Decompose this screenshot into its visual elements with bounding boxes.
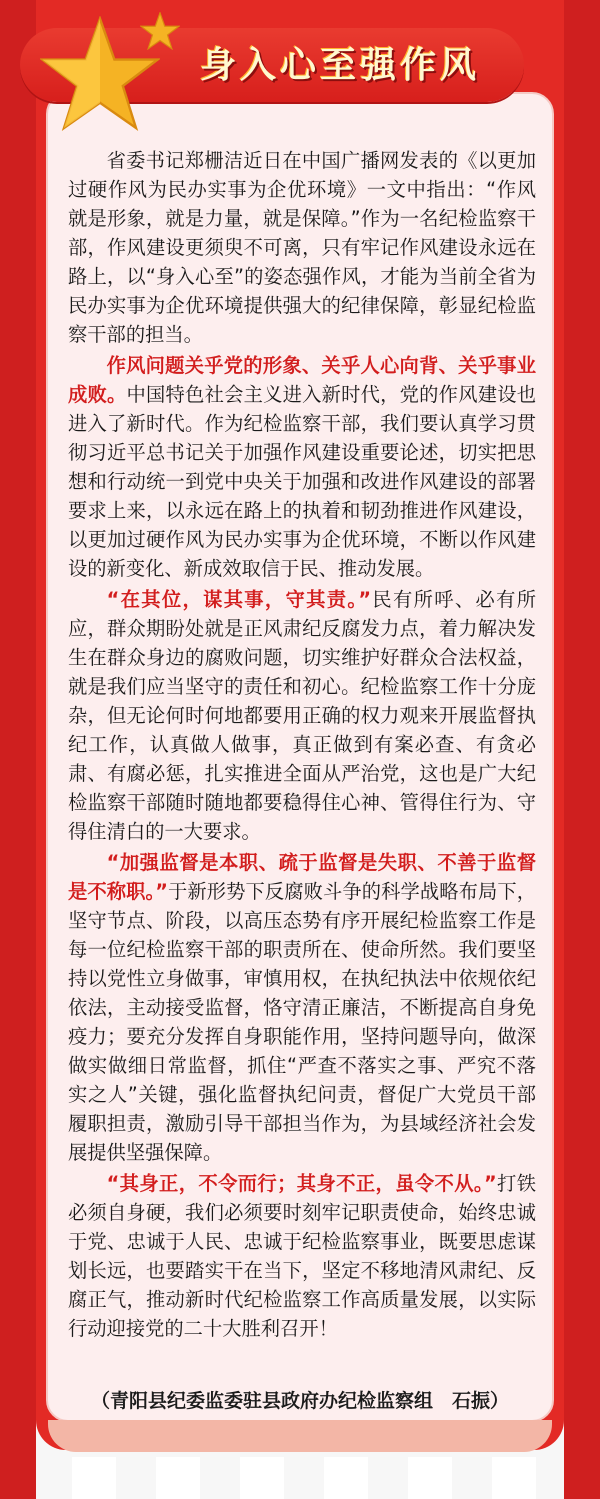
- paragraph: [68, 1169, 536, 1343]
- paragraph-highlight: 作风问题关乎党的形象、关乎人心向背、关乎事业成败。: [68, 354, 536, 406]
- paragraph: [68, 351, 536, 583]
- page-title: 身入心至强作风: [199, 44, 480, 86]
- article-body: [68, 146, 536, 1345]
- paragraph: [68, 585, 536, 846]
- bottom-stripe: [324, 1457, 368, 1499]
- paragraph-text: 省委书记郑栅洁近日在中国广播网发表的《以更加过硬作风为民办实事为企优环境》一文中指出：“作风就是形象，就是力量，就是保障。”作为一名纪检监察干部，作风建设更须臾不可离，只有牢记作风建设永远在路上，以“身入心至”的姿态强作风，才能为当前全省为民办实事为企优环境提供强大的纪律保障，彰显纪检监察干部的担当。: [68, 149, 536, 346]
- bottom-stripe: [240, 1457, 284, 1499]
- paragraph-highlight: “加强监督是本职、疏于监督是失职、不善于监督是不称职。”: [68, 851, 536, 903]
- paragraph-text: 民有所呼、必有所应，群众期盼处就是正风肃纪反腐发力点，着力解决发生在群众身边的腐败问题，切实维护好群众合法权益，就是我们应当坚守的责任和初心。纪检监察工作十分庞杂，但无论何时何地都要用正确的权力观来开展监督执纪工作，认真做人做事，真正做到有案必查、有贪必肃、有腐必惩，扎实推进全面从严治党，这也是广大纪检监察干部随时随地都要稳得住心神、管得住行为、守得住清白的一大要求。: [68, 588, 537, 843]
- left-border: [0, 0, 36, 1499]
- author-signature: （青阳县纪委监委驻县政府办纪检监察组 石振）: [90, 1390, 509, 1412]
- bottom-stripe: [72, 1457, 116, 1499]
- bottom-stripe: [492, 1457, 536, 1499]
- bottom-stripe: [156, 1457, 200, 1499]
- star-icon: [140, 12, 180, 50]
- bottom-band: [48, 1420, 552, 1452]
- paragraph-text: 中国特色社会主义进入新时代，党的作风建设也进入了新时代。作为纪检监察干部，我们要认真学习贯彻习近平总书记关于加强作风建设重要论述，切实把思想和行动统一到党中央关于加强和改进作风建设的部署要求上来，以永远在路上的执着和韧劲推进作风建设，以更加过硬作风为民办实事为企优环境，不断以作风建设的新变化、新成效取信于民、推动发展。: [68, 383, 537, 580]
- paragraph-highlight: “其身正，不令而行；其身不正，虽令不从。”: [106, 1172, 497, 1195]
- paragraph-text: 于新形势下反腐败斗争的科学战略布局下，坚守节点、阶段，以高压态势有序开展纪检监察工作是每一位纪检监察干部的职责所在、使命所然。我们要坚持以党性立身做事，审慎用权，在执纪执法中依规依纪依法，主动接受监督，恪守清正廉洁，不断提高自身免疫力；要充分发挥自身职能作用，坚持问题导向，做深做实做细日常监督，抓住“严查不落实之事、严究不落实之人”关键，强化监督执纪问责，督促广大党员干部履职担责，激励引导干部担当作为，为县域经济社会发展提供坚强保障。: [68, 880, 537, 1164]
- paragraph: [68, 146, 536, 349]
- paragraph: [68, 848, 536, 1167]
- paragraph-highlight: “在其位，谋其事，守其责。”: [106, 588, 372, 611]
- paragraph-text: 打铁必须自身硬，我们必须要时刻牢记职责使命，始终忠诚于党、忠诚于人民、忠诚于纪检监察事业，既要思虑谋划长远，也要踏实干在当下，坚定不移地清风肃纪、反腐正气，推动新时代纪检监察工作高质量发展，以实际行动迎接党的二十大胜利召开！: [68, 1172, 537, 1340]
- right-border: [564, 0, 600, 1499]
- bottom-stripe: [408, 1457, 452, 1499]
